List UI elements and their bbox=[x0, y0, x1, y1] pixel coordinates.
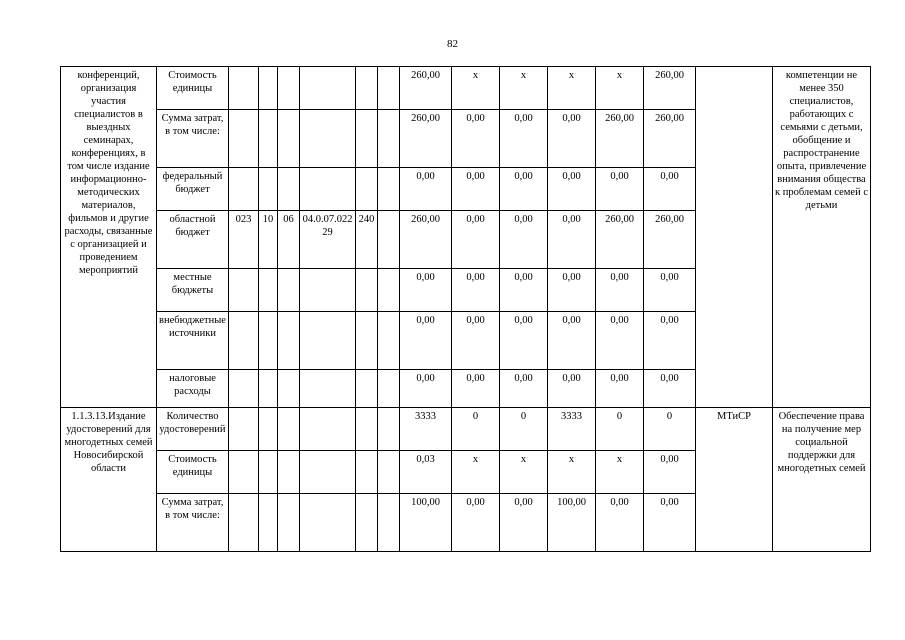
value-cell: 0,00 bbox=[452, 370, 500, 408]
param-cell: Количество удостоверений bbox=[157, 408, 229, 451]
param-cell: налоговые расходы bbox=[157, 370, 229, 408]
value-cell: х bbox=[596, 451, 644, 494]
kbk-pr-cell bbox=[278, 269, 300, 312]
value-cell: 0,00 bbox=[596, 269, 644, 312]
value-cell: 0,00 bbox=[596, 312, 644, 370]
value-cell: 0,00 bbox=[452, 494, 500, 552]
param-cell: областной бюджет bbox=[157, 211, 229, 269]
value-cell: 0 bbox=[500, 408, 548, 451]
kbk-grbs-cell: 023 bbox=[229, 211, 259, 269]
value-cell: х bbox=[548, 67, 596, 110]
kbk-pr-cell: 06 bbox=[278, 211, 300, 269]
value-cell: 260,00 bbox=[400, 110, 452, 168]
value-cell: х bbox=[500, 451, 548, 494]
kbk-rz-cell bbox=[259, 168, 278, 211]
kbk-rz-cell bbox=[259, 494, 278, 552]
kbk-rz-cell bbox=[259, 312, 278, 370]
value-cell: 0,00 bbox=[452, 110, 500, 168]
value-cell: 260,00 bbox=[596, 211, 644, 269]
empty-cell bbox=[378, 67, 400, 110]
kbk-rz-cell bbox=[259, 451, 278, 494]
kbk-pr-cell bbox=[278, 168, 300, 211]
value-cell: 0,00 bbox=[400, 168, 452, 211]
value-cell: х bbox=[548, 451, 596, 494]
value-cell: 0,00 bbox=[596, 370, 644, 408]
kbk-pr-cell bbox=[278, 370, 300, 408]
kbk-vr-cell bbox=[356, 451, 378, 494]
param-cell: Стоимость единицы bbox=[157, 451, 229, 494]
value-cell: 0,00 bbox=[644, 269, 696, 312]
value-cell: 260,00 bbox=[400, 211, 452, 269]
kbk-pr-cell bbox=[278, 451, 300, 494]
empty-cell bbox=[378, 110, 400, 168]
value-cell: 0,00 bbox=[500, 110, 548, 168]
kbk-vr-cell bbox=[356, 494, 378, 552]
kbk-csr-cell bbox=[300, 110, 356, 168]
value-cell: 0,00 bbox=[644, 312, 696, 370]
value-cell: 0,00 bbox=[596, 168, 644, 211]
value-cell: 0,00 bbox=[452, 168, 500, 211]
value-cell: 100,00 bbox=[548, 494, 596, 552]
value-cell: 0,00 bbox=[548, 370, 596, 408]
value-cell: 0,00 bbox=[500, 494, 548, 552]
budget-table bbox=[60, 66, 871, 552]
value-cell: х bbox=[452, 451, 500, 494]
kbk-pr-cell bbox=[278, 408, 300, 451]
value-cell: 0,00 bbox=[500, 211, 548, 269]
kbk-csr-cell bbox=[300, 408, 356, 451]
kbk-rz-cell bbox=[259, 269, 278, 312]
value-cell: 0,00 bbox=[644, 168, 696, 211]
kbk-csr-cell bbox=[300, 494, 356, 552]
value-cell: 0,00 bbox=[500, 312, 548, 370]
kbk-vr-cell bbox=[356, 67, 378, 110]
kbk-csr-cell bbox=[300, 312, 356, 370]
table-row bbox=[61, 408, 871, 451]
empty-cell bbox=[378, 312, 400, 370]
value-cell: 260,00 bbox=[644, 110, 696, 168]
value-cell: х bbox=[596, 67, 644, 110]
param-cell: Сумма затрат, в том числе: bbox=[157, 494, 229, 552]
kbk-pr-cell bbox=[278, 67, 300, 110]
result-cell: Обеспечение права на получение мер социальной поддержки для многодетных семей bbox=[773, 408, 871, 552]
value-cell: 0,00 bbox=[644, 370, 696, 408]
value-cell: 260,00 bbox=[644, 67, 696, 110]
page-number: 82 bbox=[447, 38, 458, 50]
kbk-grbs-cell bbox=[229, 312, 259, 370]
executor-cell bbox=[696, 67, 773, 408]
empty-cell bbox=[378, 494, 400, 552]
value-cell: 0,00 bbox=[400, 269, 452, 312]
value-cell: 0,00 bbox=[644, 451, 696, 494]
kbk-grbs-cell bbox=[229, 408, 259, 451]
kbk-pr-cell bbox=[278, 494, 300, 552]
value-cell: 0,00 bbox=[452, 312, 500, 370]
kbk-csr-cell: 04.0.07.02229 bbox=[300, 211, 356, 269]
empty-cell bbox=[378, 451, 400, 494]
value-cell: 0,00 bbox=[548, 312, 596, 370]
param-cell: внебюджетные источники bbox=[157, 312, 229, 370]
value-cell: 0 bbox=[452, 408, 500, 451]
value-cell: 0,00 bbox=[400, 312, 452, 370]
kbk-vr-cell bbox=[356, 408, 378, 451]
kbk-grbs-cell bbox=[229, 494, 259, 552]
kbk-grbs-cell bbox=[229, 67, 259, 110]
value-cell: х bbox=[452, 67, 500, 110]
empty-cell bbox=[378, 408, 400, 451]
table-row bbox=[61, 67, 871, 110]
empty-cell bbox=[378, 269, 400, 312]
value-cell: 0 bbox=[644, 408, 696, 451]
value-cell: 0,00 bbox=[548, 211, 596, 269]
param-cell: местные бюджеты bbox=[157, 269, 229, 312]
kbk-grbs-cell bbox=[229, 451, 259, 494]
kbk-pr-cell bbox=[278, 312, 300, 370]
value-cell: х bbox=[500, 67, 548, 110]
kbk-grbs-cell bbox=[229, 110, 259, 168]
value-cell: 0,00 bbox=[644, 494, 696, 552]
value-cell: 3333 bbox=[548, 408, 596, 451]
value-cell: 0,00 bbox=[596, 494, 644, 552]
empty-cell bbox=[378, 211, 400, 269]
value-cell: 0,00 bbox=[452, 269, 500, 312]
result-cell: компетенции не менее 350 специалистов, работающих с семьями с детьми, обобщение и распространение опыта, привлечение внимания общества к проблемам семей с детьми bbox=[773, 67, 871, 408]
kbk-rz-cell bbox=[259, 408, 278, 451]
activity-cell: 1.1.3.13.Издание удостоверений для многодетных семей Новосибирской области bbox=[61, 408, 157, 552]
kbk-rz-cell bbox=[259, 370, 278, 408]
param-cell: Сумма затрат, в том числе: bbox=[157, 110, 229, 168]
kbk-csr-cell bbox=[300, 269, 356, 312]
value-cell: 0,00 bbox=[548, 168, 596, 211]
kbk-csr-cell bbox=[300, 168, 356, 211]
value-cell: 0,03 bbox=[400, 451, 452, 494]
kbk-vr-cell bbox=[356, 110, 378, 168]
value-cell: 0,00 bbox=[548, 269, 596, 312]
value-cell: 0,00 bbox=[400, 370, 452, 408]
param-cell: федеральный бюджет bbox=[157, 168, 229, 211]
value-cell: 0,00 bbox=[500, 370, 548, 408]
activity-cell: конференций, организация участия специалистов в выездных семинарах, конференциях, в том числе издание информационно-методических материалов, фильмов и другие расходы, связанные с организацией и проведением мероприятий bbox=[61, 67, 157, 408]
kbk-vr-cell bbox=[356, 269, 378, 312]
kbk-grbs-cell bbox=[229, 168, 259, 211]
kbk-csr-cell bbox=[300, 370, 356, 408]
kbk-rz-cell bbox=[259, 110, 278, 168]
value-cell: 3333 bbox=[400, 408, 452, 451]
value-cell: 100,00 bbox=[400, 494, 452, 552]
kbk-pr-cell bbox=[278, 110, 300, 168]
value-cell: 0,00 bbox=[500, 168, 548, 211]
empty-cell bbox=[378, 370, 400, 408]
executor-cell: МТиСР bbox=[696, 408, 773, 552]
value-cell: 0,00 bbox=[500, 269, 548, 312]
value-cell: 0,00 bbox=[548, 110, 596, 168]
kbk-csr-cell bbox=[300, 67, 356, 110]
value-cell: 260,00 bbox=[644, 211, 696, 269]
kbk-rz-cell: 10 bbox=[259, 211, 278, 269]
value-cell: 260,00 bbox=[400, 67, 452, 110]
kbk-grbs-cell bbox=[229, 269, 259, 312]
value-cell: 0,00 bbox=[452, 211, 500, 269]
kbk-rz-cell bbox=[259, 67, 278, 110]
param-cell: Стоимость единицы bbox=[157, 67, 229, 110]
kbk-vr-cell bbox=[356, 312, 378, 370]
value-cell: 260,00 bbox=[596, 110, 644, 168]
kbk-vr-cell bbox=[356, 168, 378, 211]
kbk-vr-cell: 240 bbox=[356, 211, 378, 269]
kbk-vr-cell bbox=[356, 370, 378, 408]
empty-cell bbox=[378, 168, 400, 211]
kbk-grbs-cell bbox=[229, 370, 259, 408]
kbk-csr-cell bbox=[300, 451, 356, 494]
value-cell: 0 bbox=[596, 408, 644, 451]
